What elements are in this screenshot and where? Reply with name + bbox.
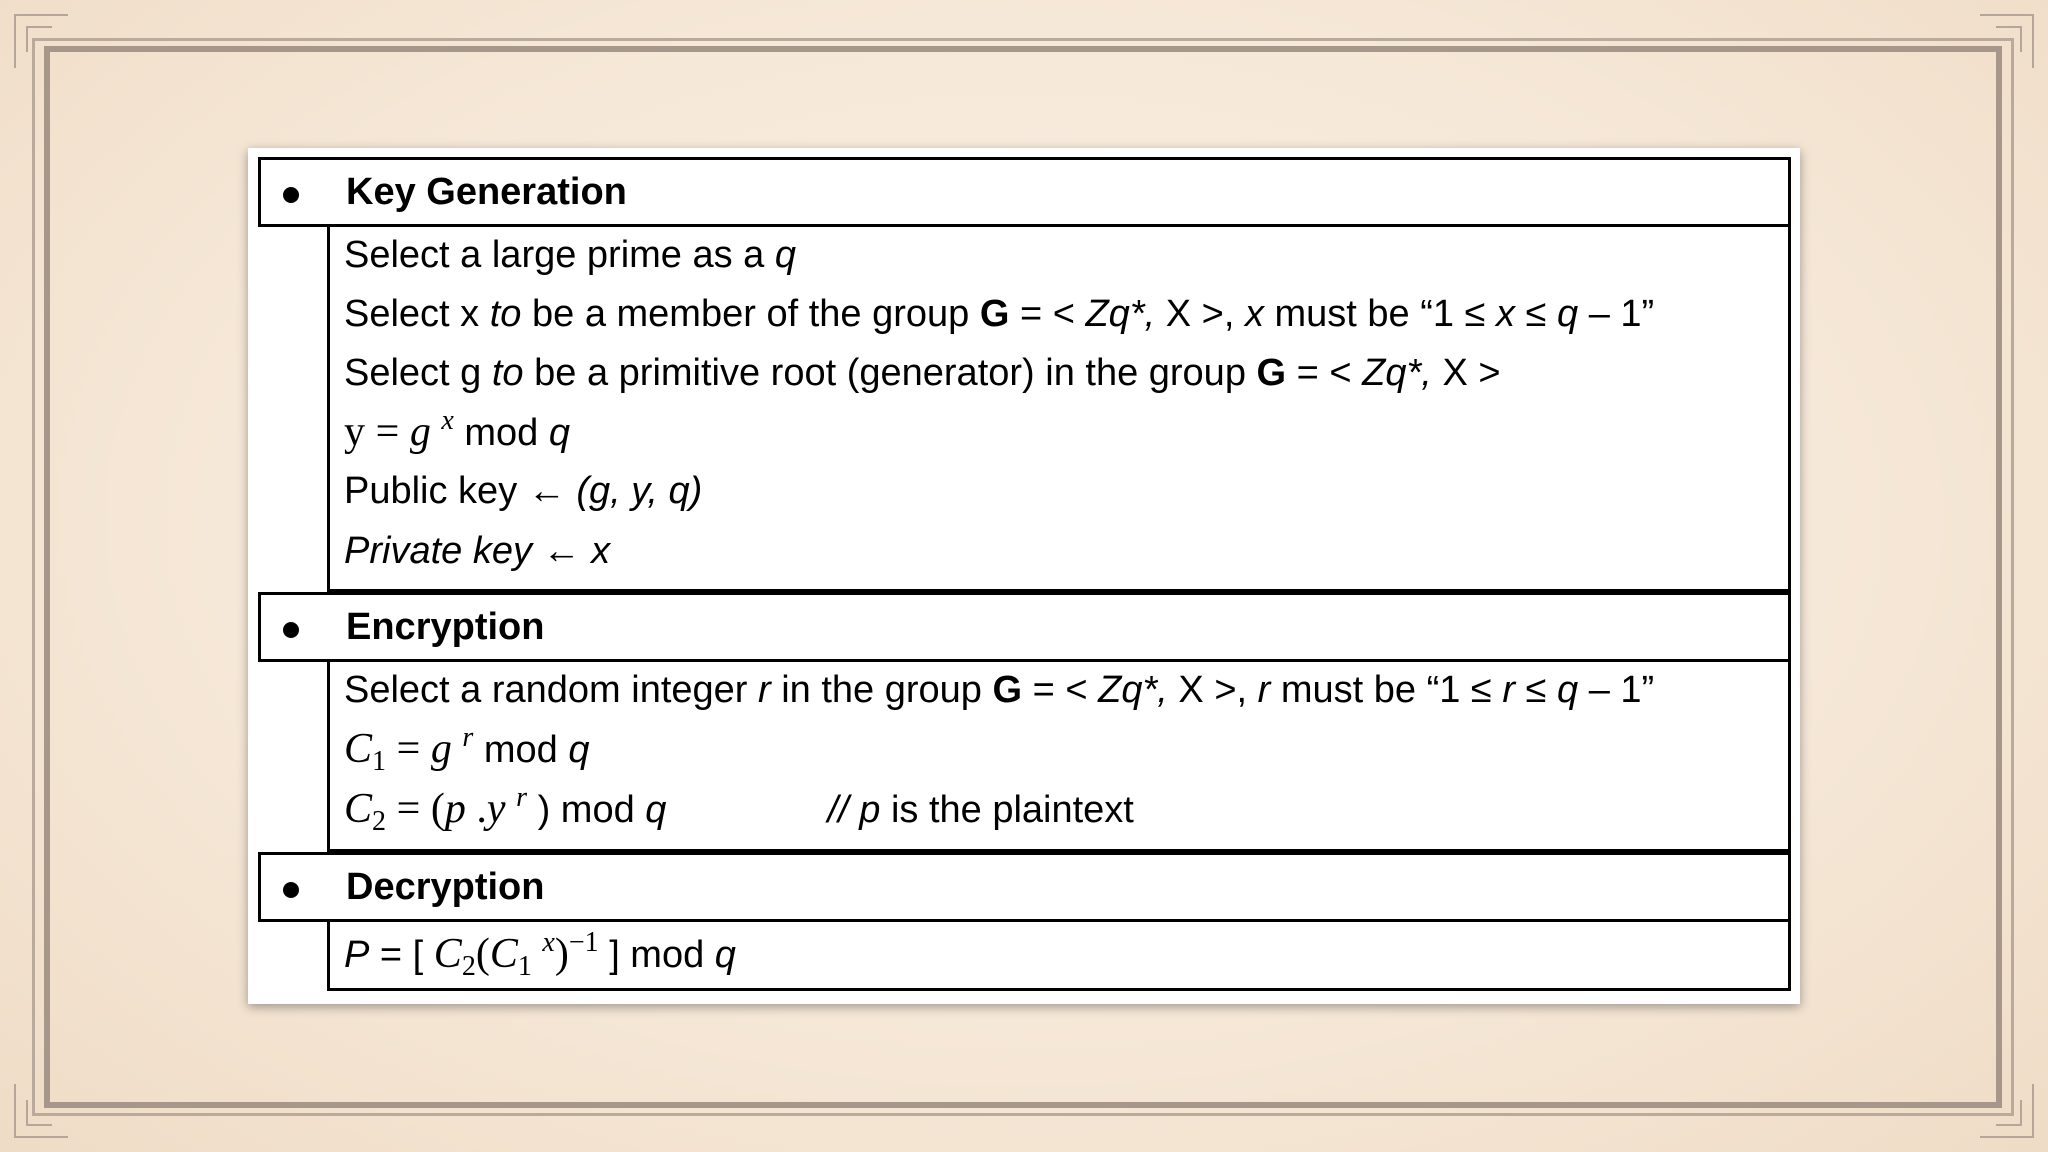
encryption-body xyxy=(327,662,1791,852)
section-title: Key Generation xyxy=(346,171,627,213)
bullet-icon xyxy=(283,187,299,203)
encryption-line-1: Select a random integer r in the group G = < Zq*, X >, r must be “1 ≤ r ≤ q – 1” xyxy=(344,669,1655,711)
decryption-body xyxy=(327,922,1791,991)
keygen-line-6: Private key ← x xyxy=(344,530,611,572)
encryption-header xyxy=(258,592,1791,662)
keygen-line-4: y = g $^x$ mod q xyxy=(344,405,570,455)
keygen-line-2: Select x to be a member of the group G = < Zq*, X >, x must be “1 ≤ x ≤ q – 1” xyxy=(344,293,1655,335)
decryption-line-1: P = [ $C_2(C_1$ $^x$)$^{-1}$ ] mod q xyxy=(344,927,736,982)
frame-corner-ornament xyxy=(14,14,68,68)
keygen-line-1: Select a large prime as a q xyxy=(344,234,797,276)
frame-corner-ornament xyxy=(14,1084,68,1138)
frame-corner-ornament xyxy=(1980,1084,2034,1138)
keygen-line-5: Public key ← (g, y, q) xyxy=(344,470,703,512)
encryption-line-2: $C_1 = g$ $^r$ mod q xyxy=(344,722,590,777)
key-generation-header xyxy=(258,157,1791,227)
frame-corner-ornament xyxy=(1980,14,2034,68)
elgamal-algorithm-card xyxy=(248,148,1800,1004)
encryption-line-3: $C_2 = (p$ .y $^r$ ) mod q // p is the plaintext xyxy=(344,782,1134,837)
decryption-header xyxy=(258,852,1791,922)
keygen-line-3: Select g to be a primitive root (generator) in the group G = < Zq*, X > xyxy=(344,352,1501,394)
section-title: Decryption xyxy=(346,866,545,908)
section-title: Encryption xyxy=(346,606,545,648)
bullet-icon xyxy=(283,622,299,638)
bullet-icon xyxy=(283,882,299,898)
key-generation-body xyxy=(327,227,1791,592)
